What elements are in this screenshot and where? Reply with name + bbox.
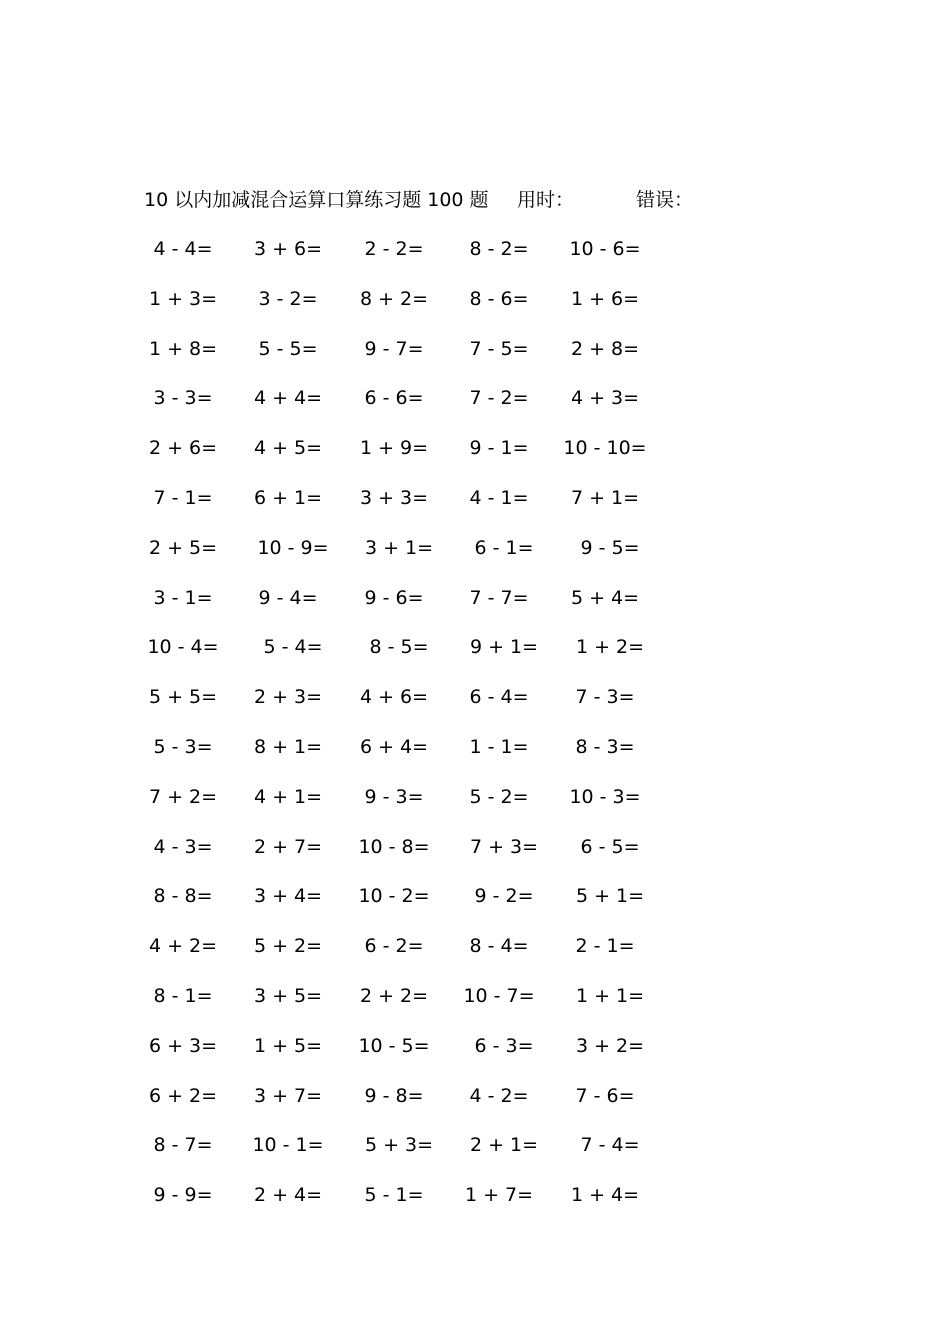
arithmetic-problem: 6 + 2= — [148, 1084, 218, 1107]
arithmetic-problem: 7 - 5= — [469, 337, 529, 360]
arithmetic-problem: 3 - 2= — [258, 287, 318, 310]
arithmetic-problem: 5 - 4= — [263, 636, 323, 659]
arithmetic-problem: 10 - 1= — [252, 1134, 324, 1157]
arithmetic-problem: 9 - 9= — [153, 1184, 213, 1207]
arithmetic-problem: 2 + 1= — [469, 1134, 539, 1157]
arithmetic-problem: 1 + 6= — [570, 287, 640, 310]
problem-row — [128, 583, 688, 633]
problem-row — [128, 881, 688, 931]
arithmetic-problem: 7 - 4= — [580, 1134, 640, 1157]
arithmetic-problem: 6 - 4= — [469, 686, 529, 709]
arithmetic-problem: 8 - 4= — [469, 935, 529, 958]
arithmetic-problem: 4 - 2= — [469, 1084, 529, 1107]
arithmetic-problem: 1 + 1= — [575, 984, 645, 1007]
arithmetic-problem: 7 + 2= — [148, 785, 218, 808]
arithmetic-problem: 6 + 3= — [148, 1034, 218, 1057]
arithmetic-problem: 3 + 1= — [364, 536, 434, 559]
arithmetic-problem: 1 + 5= — [253, 1034, 323, 1057]
arithmetic-problem: 4 - 1= — [469, 486, 529, 509]
problem-row — [128, 732, 688, 782]
arithmetic-problem: 3 + 7= — [253, 1084, 323, 1107]
arithmetic-problem: 8 - 2= — [469, 238, 529, 260]
arithmetic-problem: 1 + 3= — [148, 287, 218, 310]
time-used-label: 用时： — [517, 189, 575, 211]
arithmetic-problem: 10 - 6= — [569, 238, 641, 260]
arithmetic-problem: 2 + 4= — [253, 1184, 323, 1207]
arithmetic-problem: 5 - 1= — [364, 1184, 424, 1207]
arithmetic-problem: 4 + 1= — [253, 785, 323, 808]
arithmetic-problem: 2 + 6= — [148, 437, 218, 460]
worksheet-title: 10 以内加减混合运算口算练习题 100 题 — [144, 189, 489, 211]
arithmetic-problem: 3 + 2= — [575, 1034, 645, 1057]
arithmetic-problem: 8 - 7= — [153, 1134, 213, 1157]
arithmetic-problem: 9 + 1= — [469, 636, 539, 659]
arithmetic-problem: 10 - 3= — [569, 785, 641, 808]
arithmetic-problem: 2 - 1= — [575, 935, 635, 958]
arithmetic-problem: 3 + 6= — [253, 238, 323, 260]
arithmetic-problem: 2 + 8= — [570, 337, 640, 360]
arithmetic-problem: 10 - 2= — [358, 885, 430, 908]
problem-row — [128, 632, 688, 682]
arithmetic-problem: 6 - 6= — [364, 387, 424, 410]
arithmetic-problem: 1 - 1= — [469, 735, 529, 758]
arithmetic-problem: 7 + 1= — [570, 486, 640, 509]
problem-row — [128, 533, 688, 583]
arithmetic-problem: 7 + 3= — [469, 835, 539, 858]
problem-row — [128, 1031, 688, 1081]
arithmetic-problem: 5 + 3= — [364, 1134, 434, 1157]
problem-row — [128, 682, 688, 732]
arithmetic-problem: 5 + 2= — [253, 935, 323, 958]
arithmetic-problem: 2 + 2= — [359, 984, 429, 1007]
arithmetic-problem: 5 - 2= — [469, 785, 529, 808]
arithmetic-problem: 7 - 1= — [153, 486, 213, 509]
arithmetic-problem: 1 + 2= — [575, 636, 645, 659]
arithmetic-problem: 10 - 8= — [358, 835, 430, 858]
problem-row — [128, 832, 688, 882]
arithmetic-problem: 6 + 4= — [359, 735, 429, 758]
arithmetic-problem: 9 - 1= — [469, 437, 529, 460]
arithmetic-problem: 3 - 3= — [153, 387, 213, 410]
arithmetic-problem: 7 - 7= — [469, 586, 529, 609]
arithmetic-problem: 10 - 10= — [563, 437, 647, 460]
problem-row — [128, 483, 688, 533]
arithmetic-problem: 4 - 4= — [153, 238, 213, 260]
arithmetic-problem: 3 + 5= — [253, 984, 323, 1007]
problem-grid — [128, 234, 688, 1230]
arithmetic-problem: 1 + 9= — [359, 437, 429, 460]
arithmetic-problem: 2 + 7= — [253, 835, 323, 858]
arithmetic-problem: 5 + 4= — [570, 586, 640, 609]
arithmetic-problem: 9 - 6= — [364, 586, 424, 609]
problem-row — [128, 234, 688, 284]
arithmetic-problem: 8 + 2= — [359, 287, 429, 310]
problem-row — [128, 981, 688, 1031]
arithmetic-problem: 4 + 2= — [148, 935, 218, 958]
arithmetic-problem: 6 - 5= — [580, 835, 640, 858]
arithmetic-problem: 7 - 6= — [575, 1084, 635, 1107]
arithmetic-problem: 9 - 3= — [364, 785, 424, 808]
problem-row — [128, 284, 688, 334]
arithmetic-problem: 3 + 3= — [359, 486, 429, 509]
problem-row — [128, 1081, 688, 1131]
problem-row — [128, 931, 688, 981]
problem-row — [128, 782, 688, 832]
arithmetic-problem: 1 + 7= — [464, 1184, 534, 1207]
arithmetic-problem: 9 - 5= — [580, 536, 640, 559]
arithmetic-problem: 10 - 9= — [257, 536, 329, 559]
arithmetic-problem: 8 - 8= — [153, 885, 213, 908]
arithmetic-problem: 7 - 3= — [575, 686, 635, 709]
arithmetic-problem: 8 - 1= — [153, 984, 213, 1007]
arithmetic-problem: 9 - 8= — [364, 1084, 424, 1107]
arithmetic-problem: 9 - 2= — [474, 885, 534, 908]
arithmetic-problem: 10 - 5= — [358, 1034, 430, 1057]
problem-row — [128, 1180, 688, 1230]
arithmetic-problem: 3 + 4= — [253, 885, 323, 908]
arithmetic-problem: 4 + 6= — [359, 686, 429, 709]
problem-row — [128, 383, 688, 433]
arithmetic-problem: 5 + 1= — [575, 885, 645, 908]
arithmetic-problem: 6 - 2= — [364, 935, 424, 958]
problem-row — [128, 334, 688, 384]
arithmetic-problem: 1 + 4= — [570, 1184, 640, 1207]
arithmetic-problem: 6 + 1= — [253, 486, 323, 509]
arithmetic-problem: 5 - 5= — [258, 337, 318, 360]
arithmetic-problem: 4 + 4= — [253, 387, 323, 410]
arithmetic-problem: 2 + 3= — [253, 686, 323, 709]
arithmetic-problem: 8 - 6= — [469, 287, 529, 310]
problem-row — [128, 1130, 688, 1180]
arithmetic-problem: 8 - 5= — [369, 636, 429, 659]
arithmetic-problem: 10 - 4= — [147, 636, 219, 659]
arithmetic-problem: 3 - 1= — [153, 586, 213, 609]
arithmetic-problem: 8 + 1= — [253, 735, 323, 758]
arithmetic-problem: 7 - 2= — [469, 387, 529, 410]
arithmetic-problem: 5 + 5= — [148, 686, 218, 709]
arithmetic-problem: 10 - 7= — [463, 984, 535, 1007]
arithmetic-problem: 4 + 3= — [570, 387, 640, 410]
arithmetic-problem: 6 - 1= — [474, 536, 534, 559]
arithmetic-problem: 2 - 2= — [364, 238, 424, 260]
arithmetic-problem: 1 + 8= — [148, 337, 218, 360]
error-count-label: 错误： — [636, 189, 694, 211]
problem-row — [128, 433, 688, 483]
arithmetic-problem: 4 - 3= — [153, 835, 213, 858]
arithmetic-problem: 5 - 3= — [153, 735, 213, 758]
arithmetic-problem: 9 - 7= — [364, 337, 424, 360]
arithmetic-problem: 2 + 5= — [148, 536, 218, 559]
arithmetic-problem: 9 - 4= — [258, 586, 318, 609]
arithmetic-problem: 6 - 3= — [474, 1034, 534, 1057]
arithmetic-problem: 8 - 3= — [575, 735, 635, 758]
arithmetic-problem: 4 + 5= — [253, 437, 323, 460]
